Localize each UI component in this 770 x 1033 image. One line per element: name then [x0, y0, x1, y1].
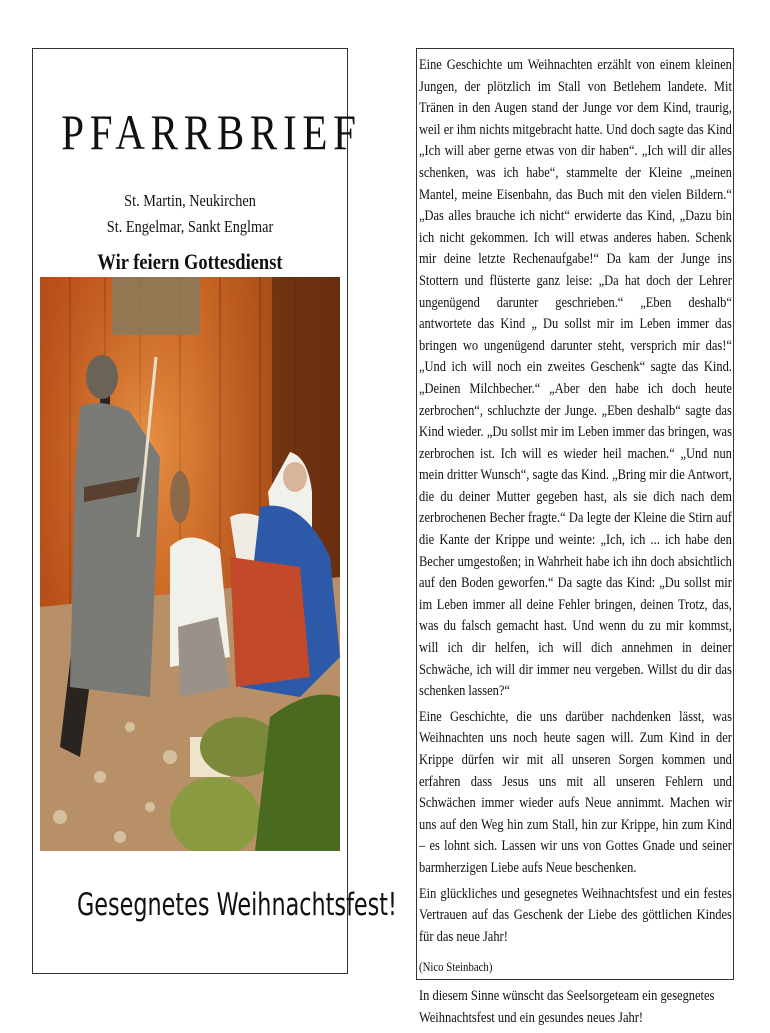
cover-panel	[32, 48, 397, 974]
newsletter-title: PFARRBRIEF	[61, 104, 362, 160]
closing-wish: In diesem Sinne wünscht das Seelsorgeteam ein gesegnetes Weihnachtsfest und ein gesundes neues Jahr!	[419, 987, 715, 1026]
author-signature: (Nico Steinbach)	[419, 959, 493, 975]
story-column	[419, 55, 732, 1033]
story-paragraph-2: Eine Geschichte, die uns darüber nachdenken lässt, was Weihnachten uns noch heute sagen will. Zum Kind in der Krippe dürfen wir mit all unseren Sorgen kommen und erfahren dass Jesus uns mit all unseren Fehlern und Schwächen immer wieder aufs Neue annimmt. Machen wir uns auf den Weg hin zum Stall, hin zur Krippe, hin zum Kind – es lohnt sich. Lassen wir uns von Gottes Gnade und seiner barmherzigen Liebe aufs Neue beschenken.	[419, 708, 732, 876]
parish-line-1: St. Martin, Neukirchen	[124, 191, 256, 210]
services-headline: Wir feiern Gottesdienst	[97, 249, 283, 274]
story-paragraph-1: Eine Geschichte um Weihnachten erzählt von einem kleinen Jungen, der plötzlich im Stall von Betlehem landete. Mit Tränen in den Augen stand der Junge vor dem Kind, traurig, weil er ihm nichts mitgebracht hatte. Und doch sagte das Kind „Ich will aber gerne etwas von dir haben“. „Ich will dir alles schenken, was ich habe“, stammelte der Kleine „meinen Mantel, meine Eisenbahn, das Buch mit den vielen Bildern.“ „Das alles brauche ich nicht“ erwiderte das Kind, „Dazu bin ich nicht gekommen. Ich will etwas anderes haben. Schenk mir deine letzte Rechenaufgabe!“ Da kam der Junge ins Stottern und flüsterte ganz leise: „Da hat doch der Lehrer ungenügend darunter geschrieben.“ „Eben deshalb“ antwortete das Kind „ Du sollst mir im Leben immer das bringen wo ungenügend darunter steht, versprich mir das!“ „Und ich will noch ein zweites Geschenk“ sagte das Kind. „Deinen Milchbecher.“ „Aber den habe ich doch heute zerbrochen“, schluchzte der Junge. „Eben deshalb“ sagte das Kind wieder. „Du sollst mir im Leben immer das bringen, was zerbrochen ist. Ich will es wieder heil machen.“ „Und nun mein dritter Wunsch“, sagte das Kind. „Bring mir die Antwort, die du deiner Mutter gegeben hast, als sie dich nach dem zerbrochenen Becher fragte.“ Da legte der Kleine die Stirn auf die Kante der Krippe und weinte: „Ich, ich ... ich habe den Becher umgestoßen; in Wahrheit habe ich ihn doch absichtlich auf den Boden geworfen.“ Da sagte das Kind: „Du sollst mir im Leben immer all deine Fehler bringen, deinen Trotz, das, was du falsch gemacht hast. Und wenn du zu mir kommst, will ich dir helfen, ich will dich annehmen in deiner Schwäche, ich will dir immer neu vergeben. Willst du dir das schenken lassen?“	[419, 57, 732, 700]
story-paragraph-3: Ein glückliches und gesegnetes Weihnachtsfest und ein festes Vertrauen auf das Geschenk der Liebe des göttlichen Kindes für das neue Jahr!	[419, 885, 732, 945]
nativity-photo	[40, 277, 340, 851]
story-panel	[416, 48, 734, 1026]
christmas-greeting: Gesegnetes Weihnachtsfest!	[76, 887, 397, 923]
parish-line-2: St. Engelmar, Sankt Englmar	[106, 217, 274, 236]
